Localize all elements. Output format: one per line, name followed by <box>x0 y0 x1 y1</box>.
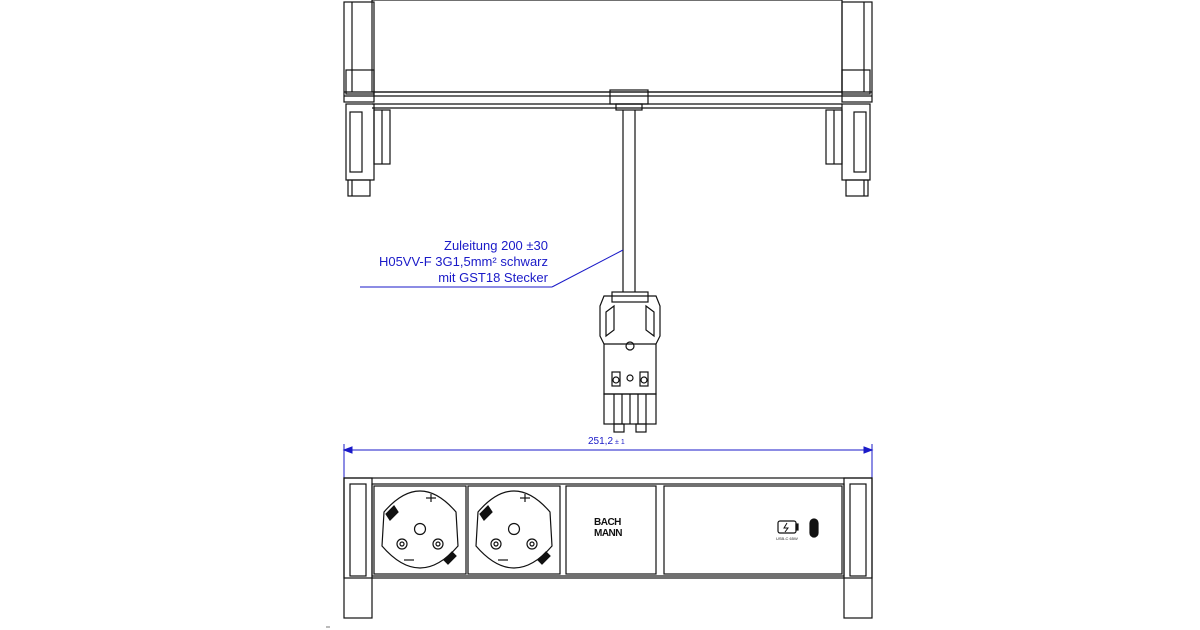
left-clamp-bracket <box>344 2 390 196</box>
width-dimension-label <box>588 436 625 447</box>
annotation-line-2: H05VV-F 3G1,5mm² schwarz <box>378 254 548 269</box>
front-view <box>344 478 872 618</box>
usb-port-label: USB-C 65W <box>776 536 798 541</box>
brand-line-1: BACH <box>594 517 621 528</box>
annotation-line-1: Zuleitung 200 ±30 <box>444 238 548 253</box>
dimension-line <box>344 444 872 478</box>
dimension-tolerance: ± 1 <box>615 439 625 446</box>
right-clamp-bracket <box>826 2 872 196</box>
socket-module-1 <box>374 486 466 574</box>
usb-module <box>664 486 842 574</box>
usb-c-port-icon <box>810 519 818 537</box>
dimension-value: 251,2 <box>588 436 614 447</box>
brand-line-2: MANN <box>594 528 622 539</box>
socket-module-2 <box>468 486 560 574</box>
annotation-line-3: mit GST18 Stecker <box>438 270 548 285</box>
right-end-cap <box>844 478 872 618</box>
bachmann-logo <box>594 517 622 539</box>
supply-cable <box>623 110 635 292</box>
cable-annotation <box>379 238 548 286</box>
left-end-cap <box>344 478 372 618</box>
gst18-plug <box>600 292 660 432</box>
battery-charge-icon <box>778 521 796 533</box>
